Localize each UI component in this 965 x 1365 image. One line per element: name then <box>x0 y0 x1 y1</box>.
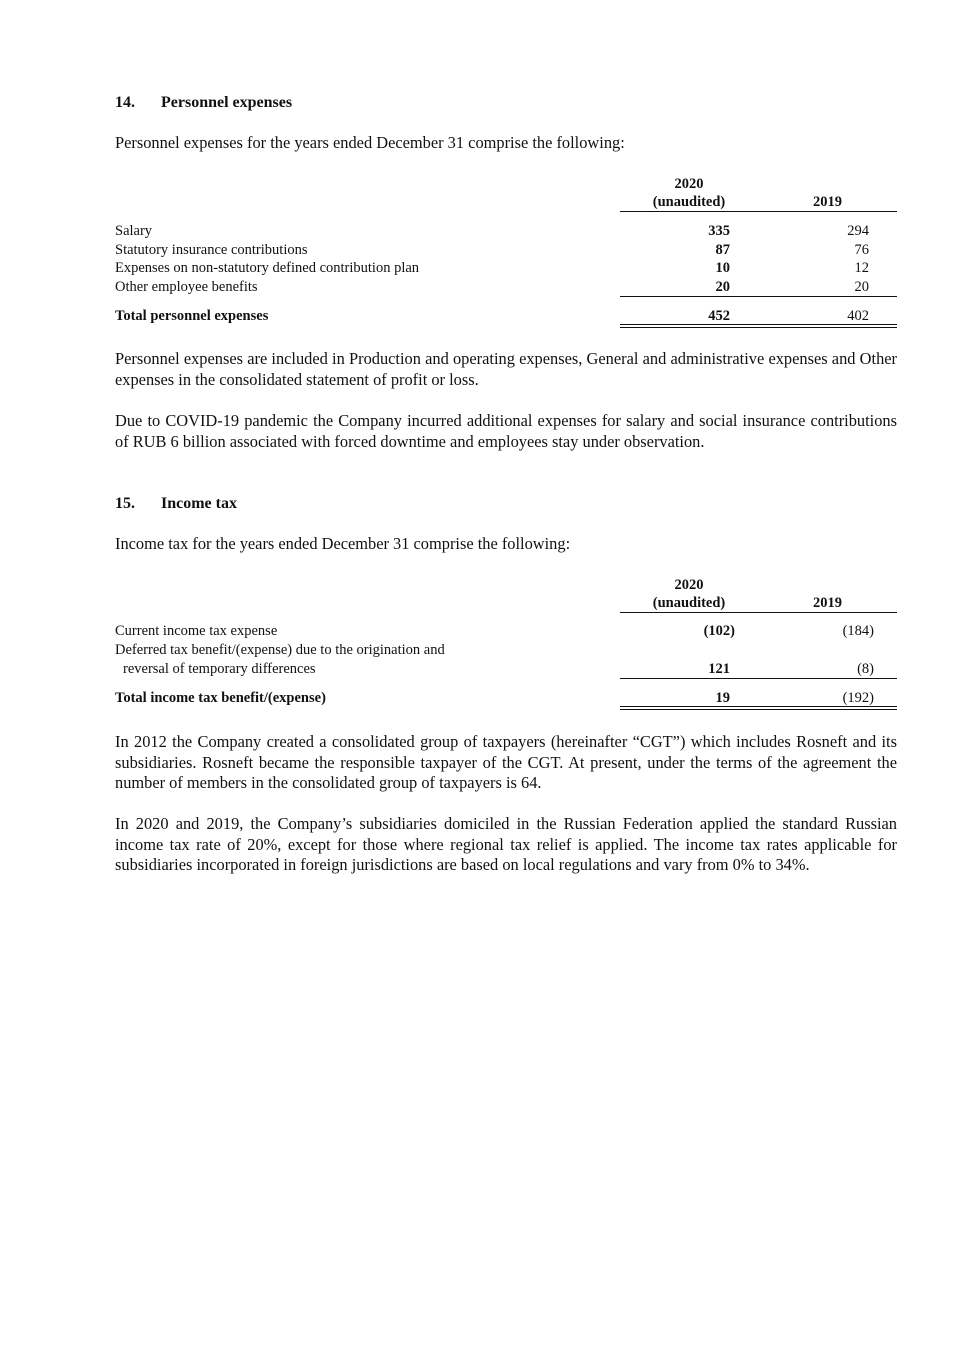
section-14-heading <box>115 93 292 113</box>
value-2019: 294 <box>847 223 869 239</box>
value-2020: (102) <box>703 623 735 639</box>
row-label-total: Total income tax benefit/(expense) <box>115 690 326 706</box>
row-label-current-tax: Current income tax expense <box>115 623 278 639</box>
row-label-other-benefits: Other employee benefits <box>115 278 258 295</box>
value-2020: 335 <box>708 223 730 239</box>
col-2019-year: 2019 <box>813 194 842 210</box>
col-2020-year: 2020 <box>674 176 704 192</box>
total-double-rule <box>620 706 897 710</box>
section-14-number: 14. <box>115 94 135 111</box>
header-underline <box>620 612 897 613</box>
row-label-salary: Salary <box>115 223 153 239</box>
header-underline <box>620 211 897 212</box>
col-2020-note: (unaudited) <box>652 194 726 210</box>
paragraph: Personnel expenses are included in Production and operating expenses, General and administrative expenses and Other expenses in the consolidated statement of profit or loss. <box>115 349 897 389</box>
section-15-number: 15. <box>115 495 135 512</box>
col-2020-year: 2020 <box>674 577 704 593</box>
paragraph: In 2020 and 2019, the Company’s subsidiaries domiciled in the Russian Federation applied the standard Russian income tax rate of 20%, except for those where regional tax relief is applied. The income tax rates applicable for subsidiaries incorporated in foreign jurisdictions are based on local regulations and vary from 0% to 34%. <box>115 814 897 874</box>
section-14-intro: Personnel expenses for the years ended December 31 comprise the following: <box>115 133 625 152</box>
col-2020-note: (unaudited) <box>652 595 726 611</box>
total-2019: (192) <box>842 690 874 706</box>
total-2019: 402 <box>847 307 869 324</box>
section-14-title: Personnel expenses <box>161 94 293 111</box>
total-2020: 19 <box>715 690 730 706</box>
row-label-total: Total personnel expenses <box>115 307 269 324</box>
row-label-deferred-tax: Deferred tax benefit/(expense) due to the origination and <box>115 642 445 658</box>
subtotal-rule <box>620 296 897 297</box>
section-15-heading <box>115 494 237 514</box>
row-label-statutory-insurance: Statutory insurance contributions <box>115 241 308 258</box>
value-2019: 76 <box>854 241 869 258</box>
value-2020: 10 <box>715 260 730 276</box>
col-2019-year: 2019 <box>813 595 842 611</box>
value-2020: 121 <box>708 661 730 677</box>
row-label-non-statutory-plan: Expenses on non-statutory defined contribution plan <box>115 260 420 276</box>
value-2019: (184) <box>842 623 874 639</box>
value-2019: 20 <box>854 278 869 295</box>
value-2019: 12 <box>854 260 869 276</box>
subtotal-rule <box>620 678 897 679</box>
value-2020: 87 <box>715 241 730 258</box>
value-2019: (8) <box>857 661 874 677</box>
paragraph: Due to COVID-19 pandemic the Company incurred additional expenses for salary and social insurance contributions of RUB 6 billion associated with forced downtime and employees stay under observation. <box>115 411 897 451</box>
value-2020: 20 <box>715 278 730 295</box>
section-15-intro: Income tax for the years ended December 31 comprise the following: <box>115 534 571 553</box>
row-label-deferred-tax-cont: reversal of temporary differences <box>123 661 316 677</box>
total-double-rule <box>620 324 897 328</box>
paragraph: In 2012 the Company created a consolidated group of taxpayers (hereinafter “CGT”) which includes Rosneft and its subsidiaries. Rosneft became the responsible taxpayer of the CGT. At present, under the terms of the agreement the number of members in the consolidated group of taxpayers is 64. <box>115 732 897 792</box>
total-2020: 452 <box>708 307 730 324</box>
section-15-title: Income tax <box>161 495 237 512</box>
